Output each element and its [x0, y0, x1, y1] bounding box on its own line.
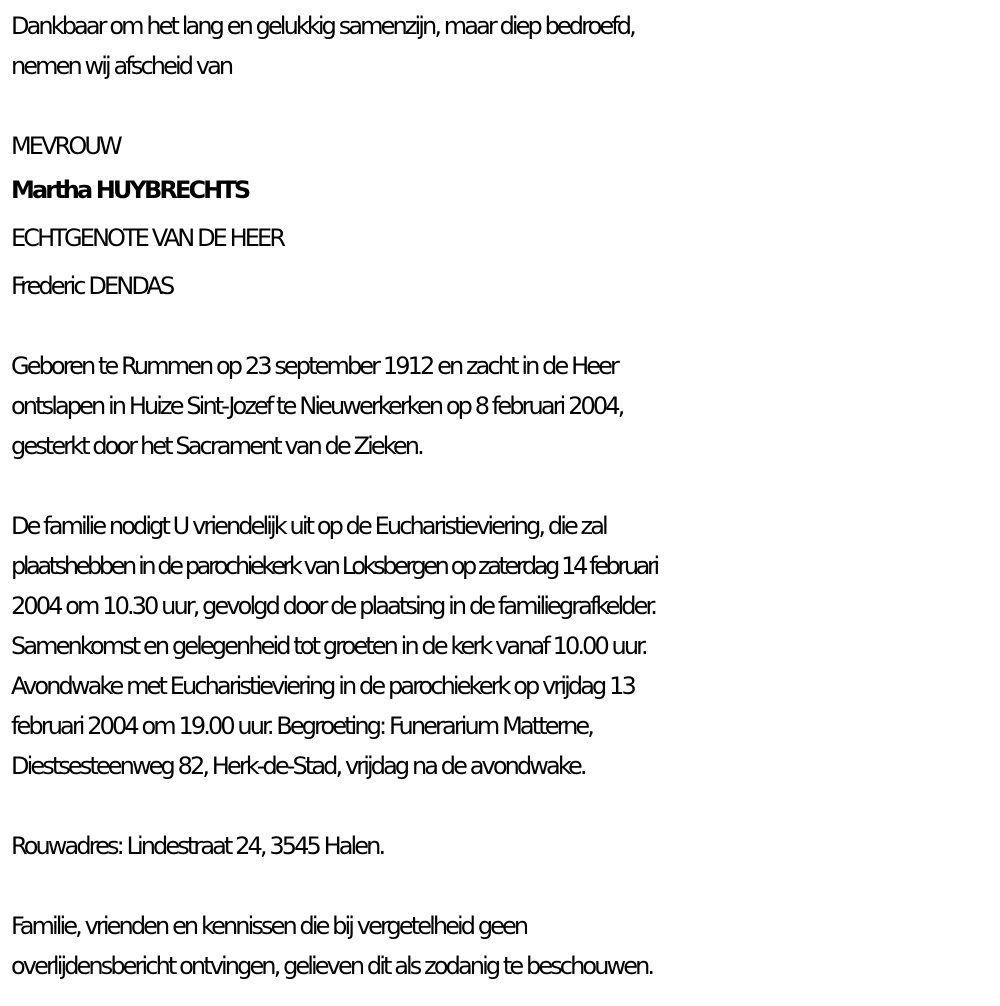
paragraph-gap — [11, 866, 996, 906]
paragraph-gap — [11, 86, 996, 126]
deceased-name: Martha HUYBRECHTS — [11, 176, 249, 204]
ceremony-line: februari 2004 om 19.00 uur. Begroeting: Funerarium Matterne, — [11, 712, 593, 740]
mourning-address: Rouwadres: Lindestraat 24, 3545 Halen. — [11, 832, 384, 860]
ceremony-line: Diestsesteenweg 82, Herk-de-Stad, vrijdag na de avondwake. — [11, 752, 585, 780]
deceased-block — [11, 126, 996, 310]
address-paragraph — [11, 826, 996, 866]
deceased-title: MEVROUW — [11, 132, 120, 160]
birth-death-line: gesterkt door het Sacrament van de Zieken. — [11, 432, 422, 460]
closing-line: Familie, vrienden en kennissen die bij vergetelheid geen — [11, 912, 527, 940]
closing-line: overlijdensbericht ontvingen, gelieven dit als zodanig te beschouwen. — [11, 952, 653, 980]
closing-paragraph — [11, 906, 996, 986]
birth-death-line: ontslapen in Huize Sint-Jozef te Nieuwerkerken op 8 februari 2004, — [11, 392, 623, 420]
ceremony-line: 2004 om 10.30 uur, gevolgd door de plaatsing in de familiegrafkelder. — [11, 592, 656, 620]
intro-line: Dankbaar om het lang en gelukkig samenzijn, maar diep bedroefd, — [11, 12, 634, 40]
ceremony-line: plaatshebben in de parochiekerk van Loksbergen op zaterdag 14 februari — [11, 552, 657, 580]
birth-death-paragraph — [11, 346, 996, 466]
ceremony-line: De familie nodigt U vriendelijk uit op de Eucharistieviering, die zal — [11, 512, 606, 540]
relation-text: ECHTGENOTE VAN DE HEER — [11, 224, 284, 252]
ceremony-line: Avondwake met Eucharistieviering in de parochiekerk op vrijdag 13 — [11, 672, 634, 700]
intro-line: nemen wij afscheid van — [11, 52, 232, 80]
birth-death-line: Geboren te Rummen op 23 september 1912 en zacht in de Heer — [11, 352, 617, 380]
paragraph-gap — [11, 466, 996, 506]
intro-paragraph — [11, 6, 996, 86]
spouse-name: Frederic DENDAS — [11, 272, 173, 300]
paragraph-gap — [11, 786, 996, 826]
paragraph-gap — [11, 310, 996, 346]
ceremony-paragraph — [11, 506, 996, 786]
death-notice — [11, 6, 996, 986]
ceremony-line: Samenkomst en gelegenheid tot groeten in de kerk vanaf 10.00 uur. — [11, 632, 646, 660]
